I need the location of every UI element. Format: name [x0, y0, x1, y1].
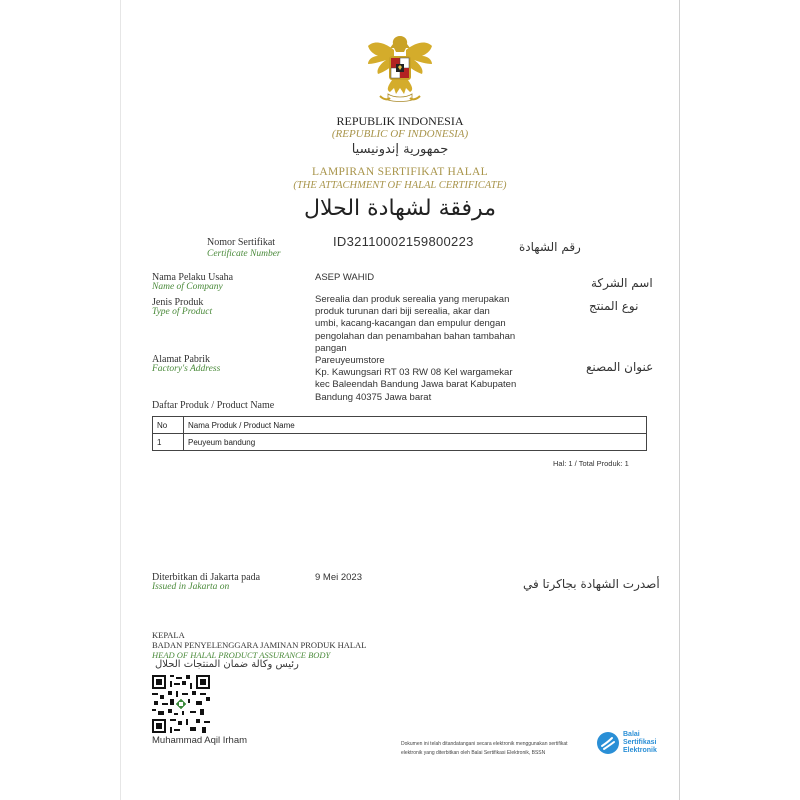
signatory-name: Muhammad Aqil Irham: [152, 735, 248, 746]
e-signature-note-line2: elektronik yang diterbitkan oleh Balai Sertifikasi Elektronik, BSSN: [401, 750, 546, 756]
bsre-line1: Balai: [623, 731, 640, 738]
document-title-en: (THE ATTACHMENT OF HALAL CERTIFICATE): [293, 180, 507, 191]
column-header-no: No: [153, 417, 184, 434]
product-list-title: Daftar Produk / Product Name: [152, 400, 275, 411]
certificate-number-label-en: Certificate Number: [207, 249, 281, 259]
product-type-label-ar: نوع المنتج: [589, 299, 639, 313]
table-header-row: [153, 417, 647, 434]
table-row: [153, 434, 647, 451]
issued-label-ar: أصدرت الشهادة بجاكرتا في: [523, 577, 660, 591]
bsre-logo-icon: [596, 731, 620, 755]
product-type-value: Serealia dan produk serealia yang merupakan produk turunan dari biji serealia, akar dan umbi, kacang-kacangan dan empulur dengan pengolahan dan penambahan bahan tambahan pangan: [315, 294, 516, 354]
country-title: REPUBLIK INDONESIA: [336, 114, 464, 128]
pagination-info: Hal: 1 / Total Produk: 1: [553, 459, 629, 468]
product-type-label: Jenis Produk: [152, 297, 204, 308]
product-table: [152, 416, 647, 451]
address-label-en: Factory's Address: [152, 364, 221, 374]
certificate-number-label: Nomor Sertifikat: [207, 237, 276, 248]
company-label: Nama Pelaku Usaha: [152, 272, 234, 283]
country-title-en: (REPUBLIC OF INDONESIA): [331, 128, 469, 140]
certificate-number-label-ar: رقم الشهادة: [519, 240, 581, 254]
garuda-emblem-icon: [364, 30, 436, 106]
signatory-agency-ar: رئيس وكالة ضمان المنتجات الحلال: [155, 659, 299, 670]
bsre-line2: Sertifikasi: [623, 739, 657, 746]
certificate-page: [120, 0, 680, 800]
company-value: ASEP WAHID: [315, 272, 375, 283]
row-no: 1: [153, 434, 184, 451]
product-type-label-en: Type of Product: [152, 307, 213, 317]
issued-label-en: Issued in Jakarta on: [152, 582, 230, 592]
document-title: LAMPIRAN SERTIFIKAT HALAL: [312, 166, 488, 178]
signatory-agency: BADAN PENYELENGGARA JAMINAN PRODUK HALAL: [152, 640, 367, 650]
bsre-line3: Elektronik: [623, 747, 657, 754]
company-label-ar: اسم الشركة: [591, 276, 653, 290]
issued-date: 9 Mei 2023: [315, 572, 363, 583]
document-title-ar: مرفقة لشهادة الحلال: [304, 196, 496, 221]
column-header-name: Nama Produk / Product Name: [184, 417, 647, 434]
issued-label: Diterbitkan di Jakarta pada: [152, 572, 261, 583]
qr-code-icon: [152, 675, 210, 733]
country-title-ar: جمهورية إندونيسيا: [351, 142, 449, 157]
e-signature-note-line1: Dokumen ini telah ditandatangani secara elektronik menggunakan sertifikat: [401, 741, 568, 747]
row-name: Peuyeum bandung: [184, 434, 647, 451]
certificate-number: ID32110002159800223: [333, 234, 474, 249]
signatory-agency-en: HEAD OF HALAL PRODUCT ASSURANCE BODY: [152, 650, 331, 660]
signatory-title: KEPALA: [152, 630, 185, 640]
bsre-logo: [596, 731, 657, 755]
address-label: Alamat Pabrik: [152, 354, 211, 365]
address-label-ar: عنوان المصنع: [586, 360, 654, 374]
company-label-en: Name of Company: [152, 282, 223, 292]
address-value: Pareuyeumstore Kp. Kawungsari RT 03 RW 08 Kel wargamekar kec Baleendah Bandung Jawa barat Kabupaten Bandung 40375 Jawa barat: [315, 355, 517, 403]
